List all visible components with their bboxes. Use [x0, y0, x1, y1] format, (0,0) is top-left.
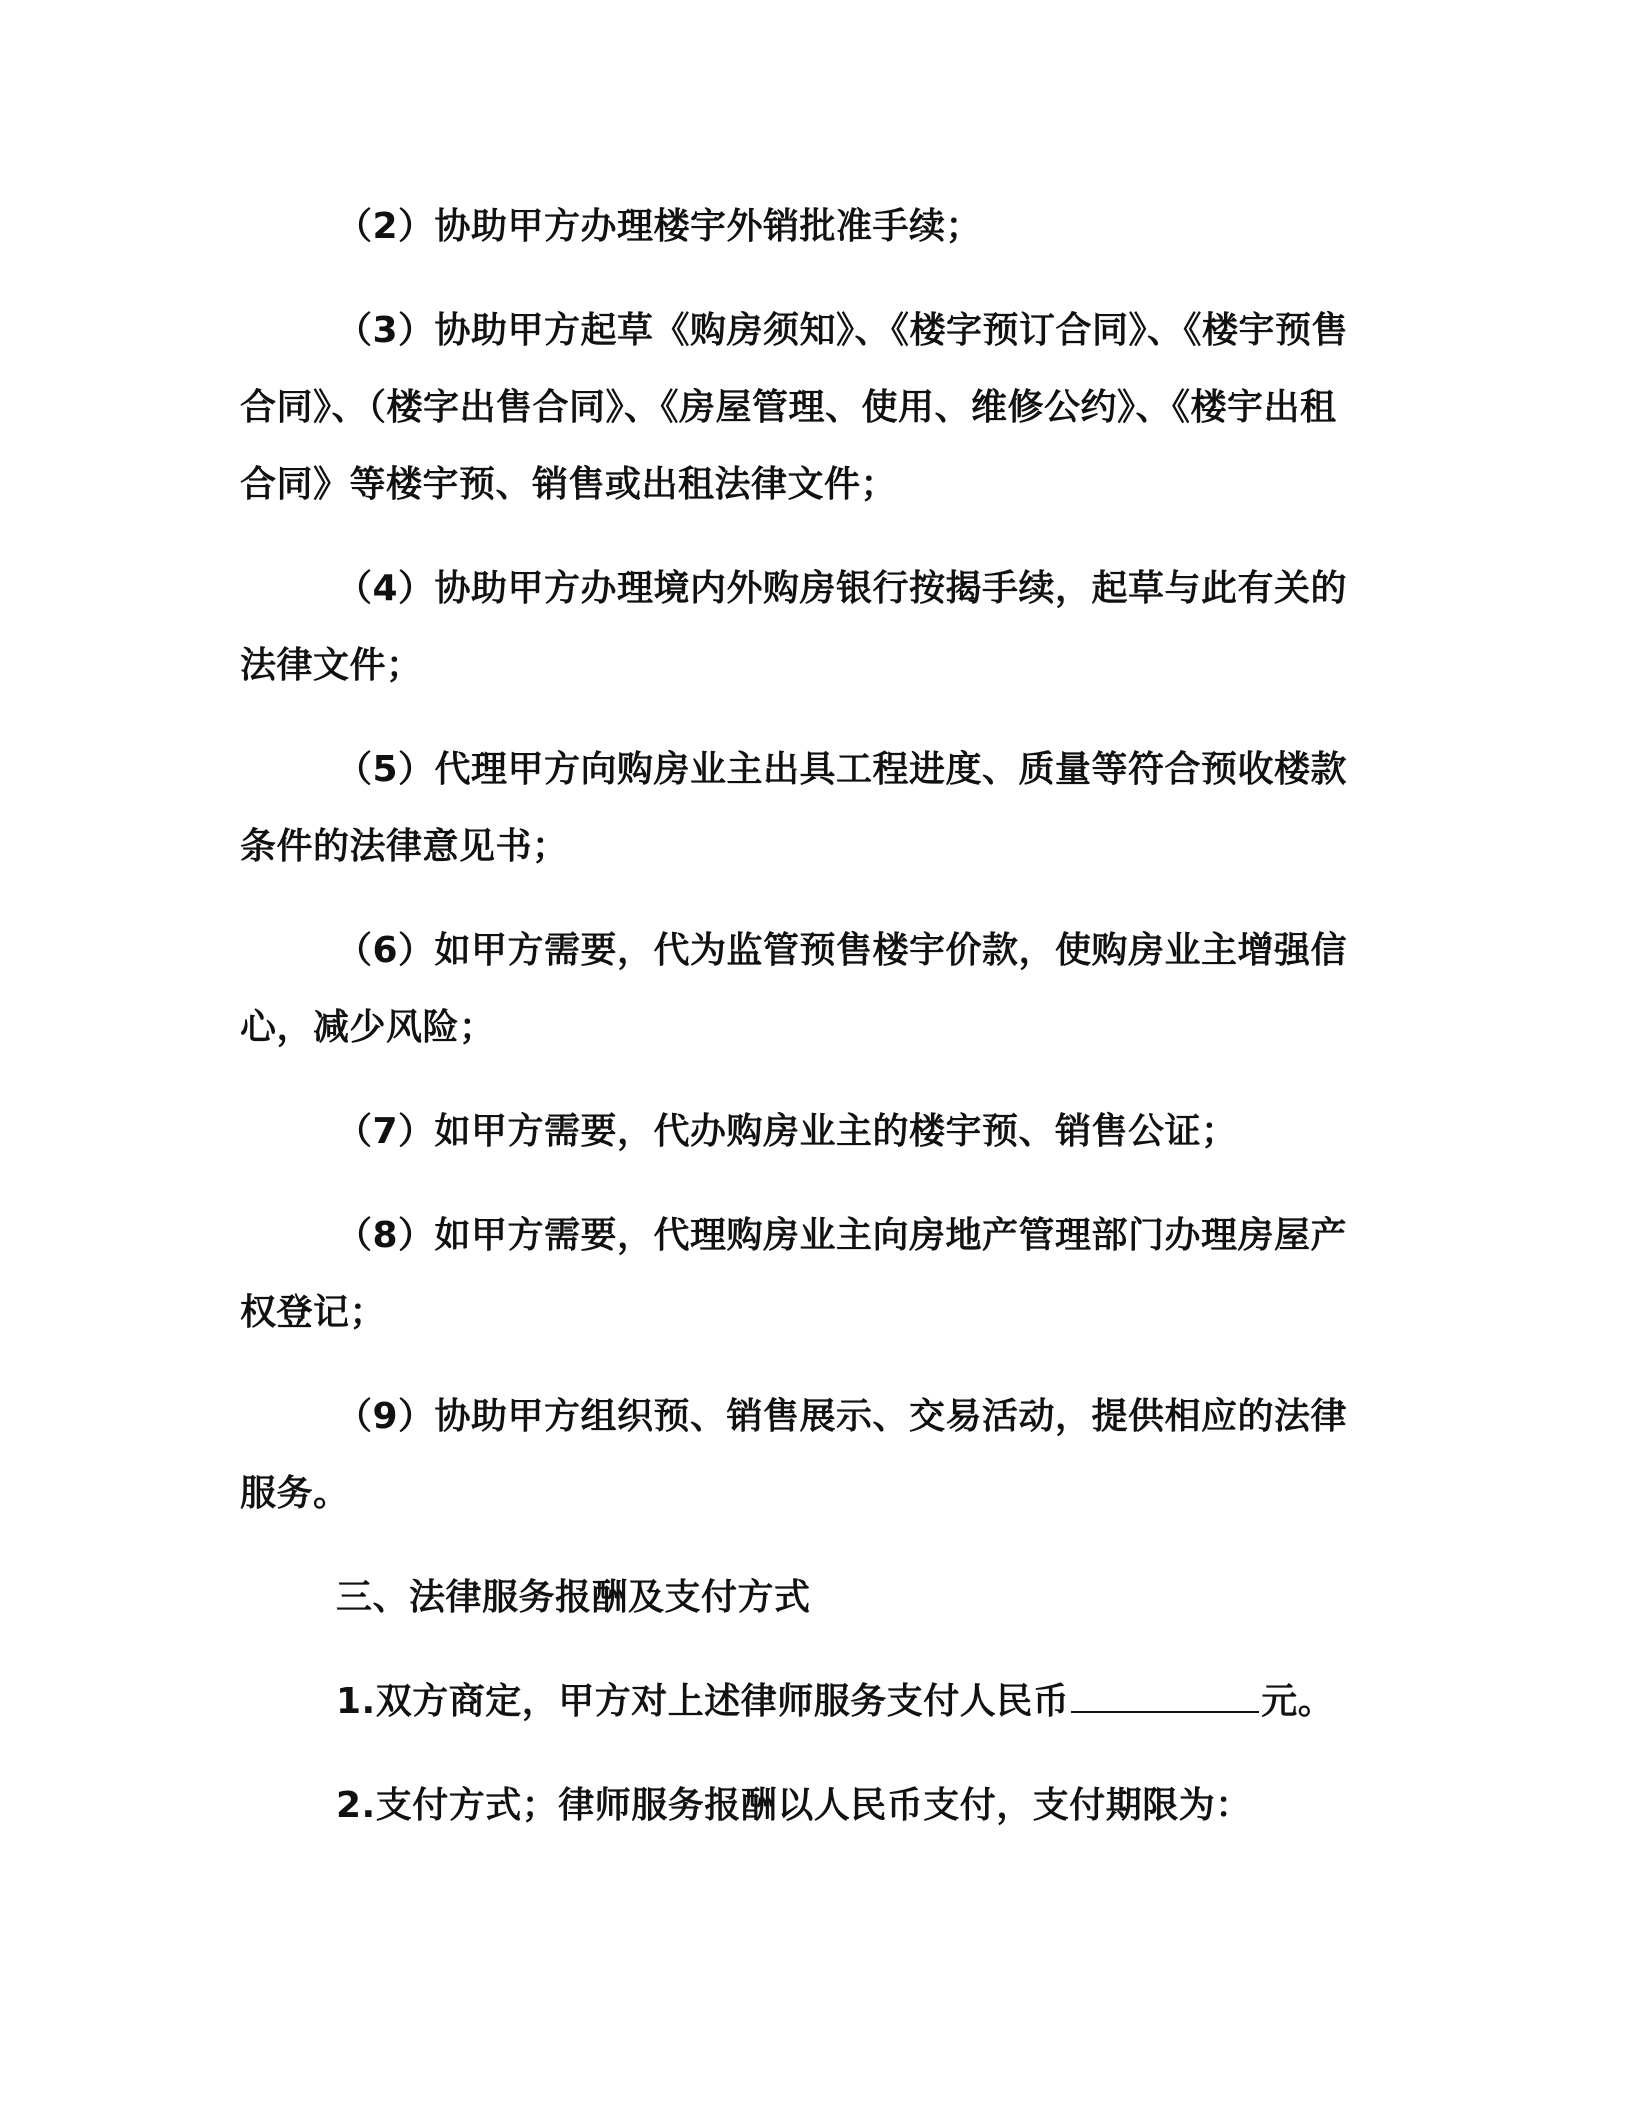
document-body: [240, 188, 1356, 1871]
section-heading: 三、法律服务报酬及支付方式: [336, 1577, 811, 1618]
payment-amount-prefix: 1.双方商定，甲方对上述律师服务支付人民币: [336, 1681, 1070, 1722]
paragraph-item-9: （9）协助甲方组织预、销售展示、交易活动，提供相应的法律服务。: [240, 1396, 1348, 1514]
paragraph-item-3: （3）协助甲方起草《购房须知》、《楼字预订合同》、《楼宇预售合同》、（楼字出售合同》、《房屋管理、使用、维修公约》、《楼宇出租合同》等楼宇预、销售或出租法律文件；: [240, 310, 1349, 505]
payment-method-clause: 2.支付方式；律师服务报酬以人民币支付，支付期限为：: [336, 1785, 1252, 1826]
paragraph-item-8: （8）如甲方需要，代理购房业主向房地产管理部门办理房屋产权登记；: [240, 1215, 1348, 1333]
payment-amount-suffix: 元。: [1261, 1681, 1335, 1722]
amount-blank-line: [1071, 1683, 1259, 1713]
paragraph-item-5: （5）代理甲方向购房业主出具工程进度、质量等符合预收楼款条件的法律意见书；: [240, 749, 1348, 867]
payment-amount-clause: [240, 1663, 1356, 1740]
paragraph-item-4: （4）协助甲方办理境内外购房银行按揭手续，起草与此有关的法律文件；: [240, 568, 1348, 686]
paragraph-item-7: （7）如甲方需要，代办购房业主的楼宇预、销售公证；: [336, 1111, 1238, 1152]
paragraph-item-2: （2）协助甲方办理楼宇外销批准手续；: [336, 206, 983, 247]
paragraph-item-6: （6）如甲方需要，代为监管预售楼宇价款，使购房业主增强信心，减少风险；: [240, 930, 1348, 1048]
